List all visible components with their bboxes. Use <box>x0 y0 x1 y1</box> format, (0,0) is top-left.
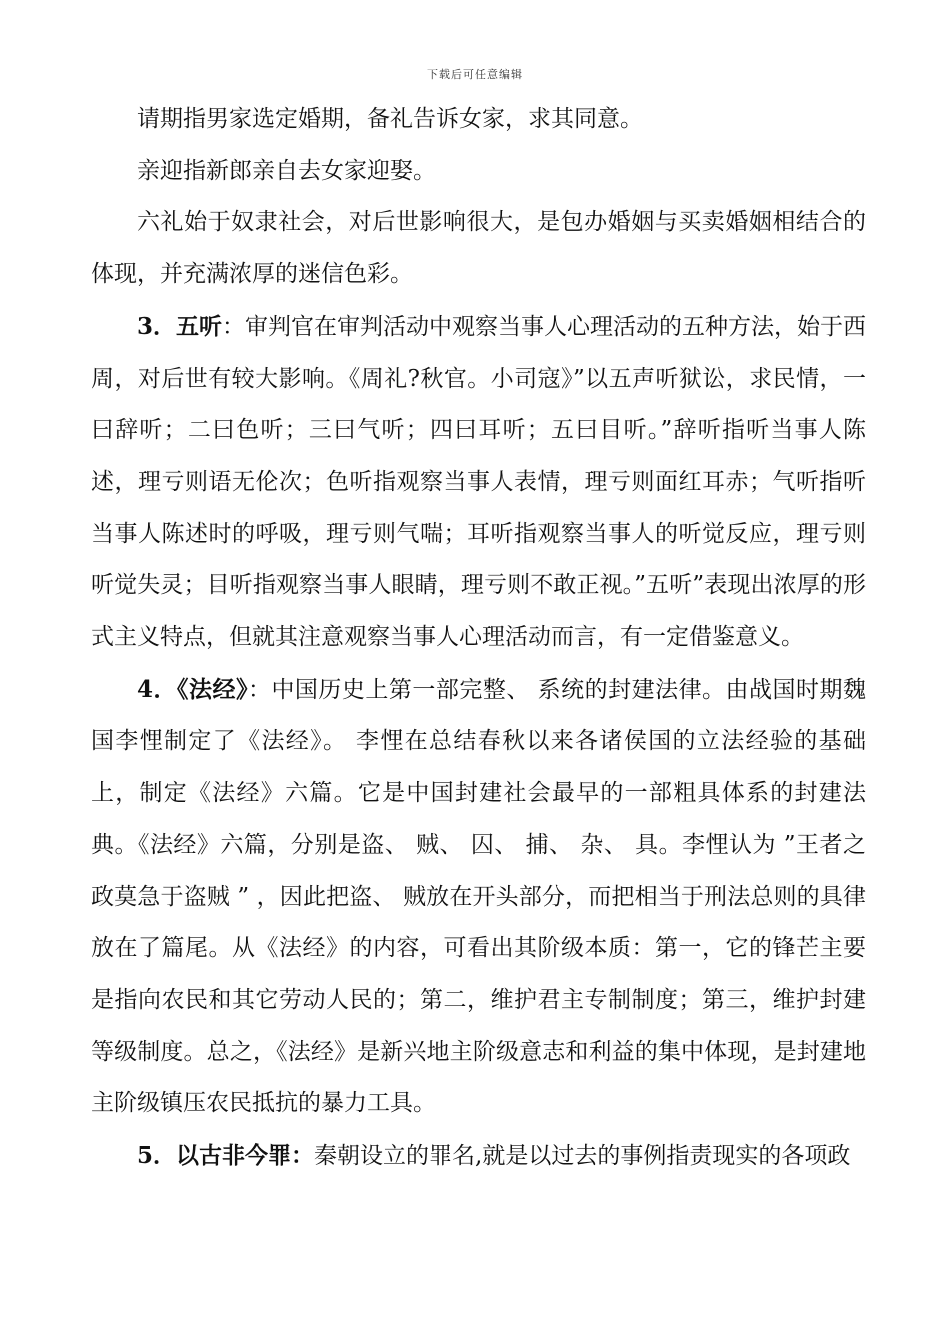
term-heading: 4．《法经》 <box>137 675 248 703</box>
term-heading: 3．五听 <box>137 312 223 340</box>
paragraph-qingqi <box>91 94 866 146</box>
paragraph-qinying <box>91 146 866 198</box>
paragraph-text: ：中国历史上第一部完整、 系统的封建法律。由战国时期魏国李悝制定了《法经》。 李悝在总结春秋以来各诸侯国的立法经验的基础上，制定《法经》六篇。它是中国封建社会最早的一部粗具体系的封建法典。《法经》六篇，分别是盗、 贼、 囚、 捕、 杂、 具。李悝认为 ”王者之政莫急于盗贼 ” ，因此把盗、 贼放在开头部分，而把相当于刑法总则的具律放在了篇尾。从《法经》的内容，可看出其阶级本质：第一，它的锋芒主要是指向农民和其它劳动人民的；第二，维护君主专制制度；第三，维护封建等级制度。总之，《法经》是新兴地主阶级意志和利益的集中体现，是封建地主阶级镇压农民抵抗的暴力工具。 <box>91 676 866 1117</box>
paragraph-text: ：审判官在审判活动中观察当事人心理活动的五种方法，始于西周，对后世有较大影响。《周礼?秋官。小司寇》”以五声听狱讼，求民情，一曰辞听；二曰色听；三曰气听；四曰耳听；五曰目听。”辞听指听当事人陈述，理亏则语无伦次；色听指观察当事人表情，理亏则面红耳赤；气听指听当事人陈述时的呼吸，理亏则气喘；耳听指观察当事人的听觉反应，理亏则听觉失灵；目听指观察当事人眼睛，理亏则不敢正视。”五听”表现出浓厚的形式主义特点，但就其注意观察当事人心理活动而言，有一定借鉴意义。 <box>91 313 867 651</box>
paragraph-text: 请期指男家选定婚期，备礼告诉女家，求其同意。 <box>137 106 643 132</box>
paragraph-text: 秦朝设立的罪名,就是以过去的事例指责现实的各项政 <box>314 1143 851 1170</box>
paragraph-text: 六礼始于奴隶社会，对后世影响很大，是包办婚姻与买卖婚姻相结合的体现，并充满浓厚的迷信色彩。 <box>91 209 866 288</box>
term-heading: 5．以古非今罪： <box>137 1142 315 1170</box>
paragraph-wuting <box>91 301 866 664</box>
document-body <box>91 94 866 1183</box>
paragraph-text: 亲迎指新郎亲自去女家迎娶。 <box>137 157 436 184</box>
page-header: 下载后可任意编辑 <box>427 68 523 81</box>
paragraph-fajing <box>91 664 866 1130</box>
paragraph-yigufeijin <box>91 1130 866 1183</box>
paragraph-liuli <box>91 197 866 300</box>
